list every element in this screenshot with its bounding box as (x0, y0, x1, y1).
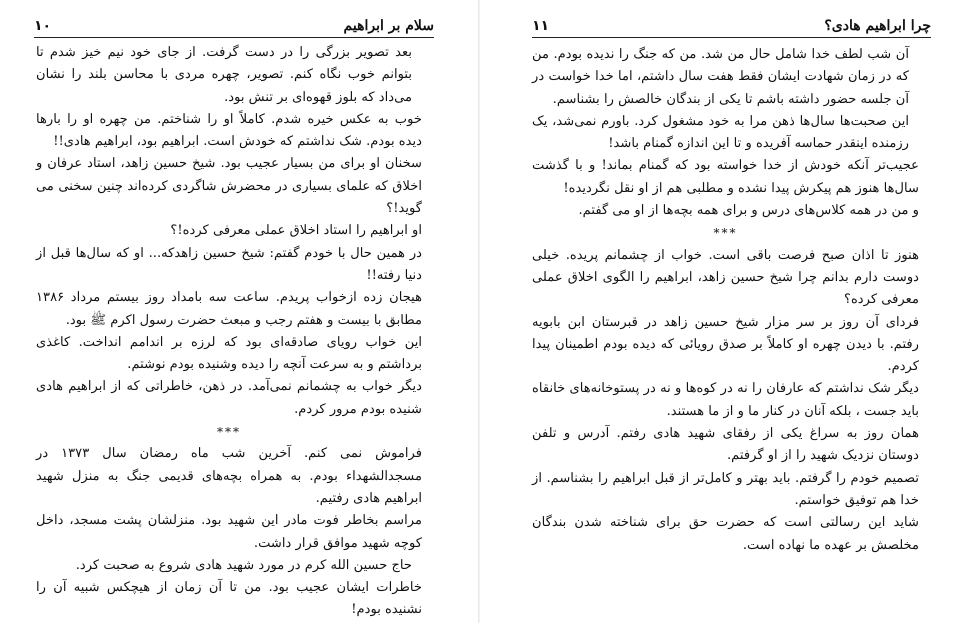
paragraph: او ابراهیم را استاد اخلاق عملی معرفی کرده‌!؟ (170, 223, 422, 239)
right-page (488, 0, 959, 623)
left-page-header (34, 12, 434, 34)
paragraph: فردای آن روز بر سر مزار شیخ حسین زاهد در قبرستان ابن بابویه رفتم. با دیدن چهره او کاملاً بر صدق رویائی که دیده بودم اطمینان پیدا کردم. (532, 314, 919, 375)
paragraph: مراسم بخاطر فوت مادر این شهید بود. منزلشان پشت مسجد، داخل کوچه شهید موافق قرار داشت. (36, 513, 422, 551)
paragraph: خاطرات ایشان عجیب بود. من تا آن زمان از هیچکس شبیه آن را نشنیده بودم! (36, 580, 422, 618)
paragraph: همان روز به سراغ یکی از رفقای شهید هادی رفتم. آدرس و تلفن دوستان نزدیک شهید را از او گرفتم. (532, 426, 919, 464)
paragraph: عجیب‌تر آنکه خودش از خدا خواسته بود که گمنام بماند! و با گذشت سال‌ها هنوز هم پیکرش پیدا نشده و مطلبی هم از او نقل نگردیده! (532, 158, 919, 196)
right-page-number: ۱۱ (532, 18, 550, 34)
left-page-number: ۱۰ (34, 18, 52, 34)
paragraph: این صحبت‌ها سال‌ها ذهن مرا به خود مشغول کرد. باورم نمی‌شد، یک رزمنده اینقدر حماسه آفریده و تا این اندازه گمنام باشد! (532, 113, 909, 152)
paragraph: هیجان زده ازخواب پریدم. ساعت سه بامداد روز بیستم مرداد ۱۳۸۶ مطابق با بیست و هفتم رجب و مبعث حضرت رسول اکرم ﷺ بود. (36, 290, 422, 328)
paragraph: هنوز تا اذان صبح فرصت باقی است. خواب از چشمانم پریده. خیلی دوست دارم بدانم چرا شیخ حسین زاهد، ابراهیم را الگوی اخلاق عملی معرفی کرده؟ (532, 247, 919, 308)
paragraph: آن شب لطف خدا شامل حال من شد. من که جنگ را ندیده بودم. من که در زمان شهادت ایشان فقط هفت سال داشتم، اما خدا خواست در آن جلسه حضور داشته باشم تا یکی از بندگان خالصش را بشناسم. (532, 47, 909, 107)
header-rule (34, 37, 434, 38)
book-gutter (478, 0, 480, 623)
paragraph: در همین حال با خودم گفتم: شیخ حسین زاهدکه... او که سال‌ها قبل از دنیا رفته!! (36, 245, 422, 283)
header-rule (532, 37, 931, 38)
paragraph: و من در همه کلاس‌های درس و برای همه بچه‌ها از او می گفتم. (578, 203, 919, 219)
paragraph: فراموش نمی کنم. آخرین شب ماه رمضان سال ۱۳۷۳ در مسجدالشهداء بودم. به همراه بچه‌های قدیمی جنگ به منزل شهید ابراهیم هادی رفتیم. (36, 446, 422, 506)
paragraph: سخنان او برای من بسیار عجیب بود. شیخ حسین زاهد، استاد عرفان و اخلاق که علمای بسیاری در محضرش شاگردی کرده‌اند چنین سخنی می گوید!؟ (36, 156, 422, 217)
right-page-header (532, 12, 931, 34)
left-page-body (36, 42, 422, 622)
left-running-title: سلام بر ابراهیم (343, 18, 434, 34)
paragraph: بعد تصویر بزرگی را در دست گرفت. از جای خود نیم خیز شدم تا بتوانم خوب نگاه کنم. تصویر، چهره مردی با محاسن بلند را نشان می‌داد که بلوز قهوه‌ای بر تنش بود. (36, 45, 412, 105)
paragraph: شاید این رسالتی است که حضرت حق برای شناخته شدن بندگان مخلصش بر عهده ما نهاده است. (532, 515, 919, 553)
right-running-title: چرا ابراهیم هادی؟ (824, 18, 931, 34)
section-separator: *** (713, 226, 738, 241)
paragraph: دیگر شک نداشتم که عارفان را نه در کوه‌ها و نه در پستوخانه‌های خانقاه باید جست ، بلکه آنان در کنار ما و از ما هستند. (532, 381, 919, 419)
paragraph: تصمیم خودم را گرفتم. باید بهتر و کامل‌تر از قبل ابراهیم را بشناسم. از خدا هم توفیق خواستم. (532, 470, 919, 508)
paragraph: این خواب رویای صادقه‌ای بود که لرزه بر اندامم انداخت. کاغذی برداشتم و به سرعت آنچه را دیده وشنیده بودم نوشتم. (36, 334, 422, 373)
paragraph: خوب به عکس خیره شدم. کاملاً او را شناختم. من چهره او را بارها دیده بودم. شک نداشتم که خودش است. ابراهیم بود، ابراهیم هادی!! (36, 111, 422, 150)
left-page (0, 0, 470, 623)
section-separator: *** (217, 425, 241, 440)
right-page-body (532, 44, 919, 557)
paragraph: دیگر خواب به چشمانم نمی‌آمد. در ذهن، خاطراتی که از ابراهیم هادی شنیده بودم مرور کردم. (36, 379, 422, 417)
paragraph: حاج حسین الله کرم در مورد شهید هادی شروع به صحبت کرد. (75, 557, 412, 573)
